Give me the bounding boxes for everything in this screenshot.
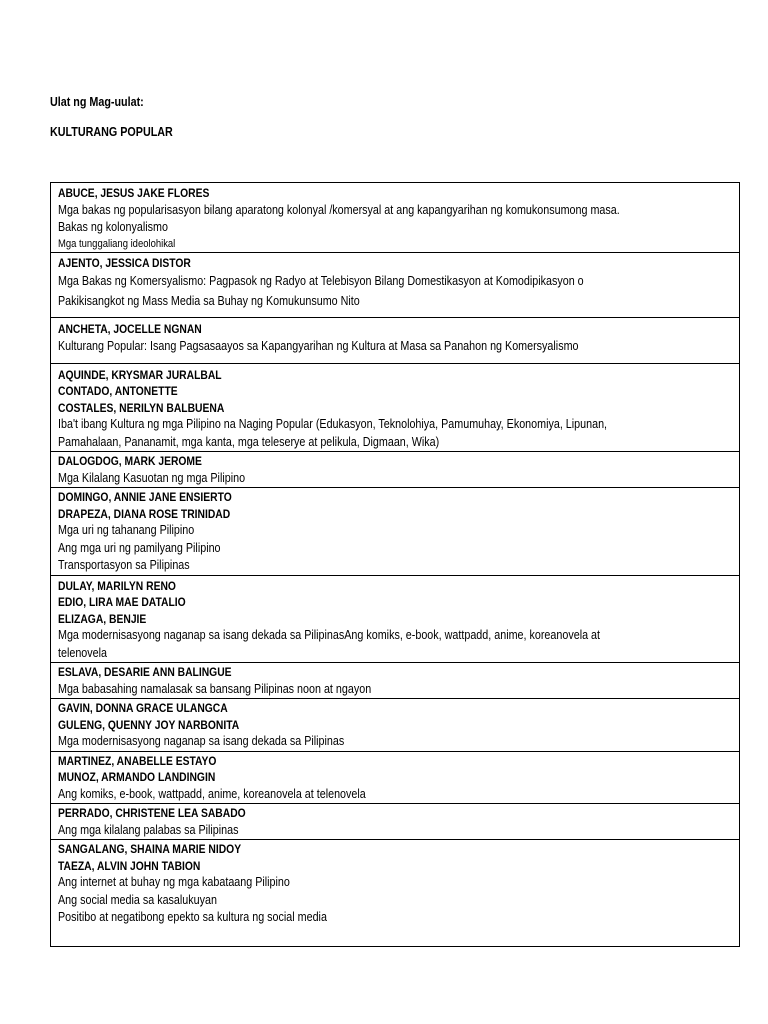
- reporter-name: DULAY, MARILYN RENO: [58, 578, 176, 593]
- group-cell: [51, 575, 740, 663]
- group-cell: [51, 699, 740, 752]
- reporters-table: [50, 182, 740, 947]
- table-row: [51, 363, 740, 452]
- report-topic: Mga Bakas ng Komersyalismo: Pagpasok ng Radyo at Telebisyon Bilang Domestikasyon at Komodipikasyon o: [58, 274, 584, 288]
- reporter-name: PERRADO, CHRISTENE LEA SABADO: [58, 806, 246, 820]
- reporter-name: COSTALES, NERILYN BALBUENA: [58, 400, 225, 415]
- page-heading: Ulat ng Mag-uulat:: [50, 95, 144, 109]
- report-topic: Mga modernisasyong naganap sa isang dekada sa PilipinasAng komiks, e-book, wattpadd, anime, koreanovela at: [58, 628, 601, 642]
- report-topic: Transportasyon sa Pilipinas: [58, 558, 190, 572]
- table-row: [51, 317, 740, 363]
- report-topic: Ang komiks, e-book, wattpadd, anime, koreanovela at telenovela: [58, 786, 366, 801]
- report-topic: Kulturang Popular: Isang Pagsasaayos sa Kapangyarihan ng Kultura at Masa sa Panahon ng Komersyalismo: [58, 339, 579, 353]
- report-topic: Iba't ibang Kultura ng mga Pilipino na Naging Popular (Edukasyon, Teknolohiya, Pamumuhay, Ekonomiya, Lipunan,: [58, 417, 608, 431]
- report-topic: Positibo at negatibong epekto sa kultura ng social media: [58, 910, 327, 924]
- table-row: [51, 575, 740, 663]
- group-cell: [51, 252, 740, 317]
- reporter-name: EDIO, LIRA MAE DATALIO: [58, 595, 186, 609]
- reporter-name: DRAPEZA, DIANA ROSE TRINIDAD: [58, 506, 231, 521]
- reporter-name: AQUINDE, KRYSMAR JURALBAL: [58, 367, 222, 382]
- table-row: [51, 663, 740, 699]
- report-topic: Ang internet at buhay ng mga kabataang Pilipino: [58, 875, 290, 889]
- reporter-name: CONTADO, ANTONETTE: [58, 384, 178, 398]
- reporter-name: TAEZA, ALVIN JOHN TABION: [58, 858, 201, 873]
- reporter-name: ABUCE, JESUS JAKE FLORES: [58, 186, 210, 200]
- report-topic: Pakikisangkot ng Mass Media sa Buhay ng Komukunsumo Nito: [58, 294, 360, 308]
- reporter-name: GAVIN, DONNA GRACE ULANGCA: [58, 701, 228, 715]
- reporter-name: DOMINGO, ANNIE JANE ENSIERTO: [58, 490, 232, 504]
- table-row: [51, 488, 740, 576]
- reporter-name: ANCHETA, JOCELLE NGNAN: [58, 321, 202, 336]
- reporter-name: DALOGDOG, MARK JEROME: [58, 454, 202, 468]
- table-row: [51, 252, 740, 317]
- group-cell: [51, 183, 740, 253]
- report-topic: Pamahalaan, Pananamit, mga kanta, mga teleserye at pelikula, Digmaan, Wika): [58, 434, 440, 449]
- table-row: [51, 452, 740, 488]
- reporter-name: AJENTO, JESSICA DISTOR: [58, 255, 191, 270]
- table-row: [51, 804, 740, 840]
- table-row: [51, 183, 740, 253]
- report-topic: Mga bakas ng popularisasyon bilang aparatong kolonyal /komersyal at ang kapangyarihan ng komukonsumong masa.: [58, 202, 620, 217]
- report-topic: Mga uri ng tahanang Pilipino: [58, 523, 195, 537]
- table-row: [51, 699, 740, 752]
- report-topic: Mga Kilalang Kasuotan ng mga Pilipino: [58, 470, 246, 485]
- reporter-name: SANGALANG, SHAINA MARIE NIDOY: [58, 842, 242, 856]
- group-cell: [51, 840, 740, 947]
- reporter-name: ELIZAGA, BENJIE: [58, 611, 147, 626]
- group-cell: [51, 363, 740, 452]
- table-row: [51, 751, 740, 804]
- report-topic: Ang mga uri ng pamilyang Pilipino: [58, 540, 221, 555]
- page-title: KULTURANG POPULAR: [50, 125, 173, 139]
- group-cell: [51, 452, 740, 488]
- reporter-name: GULENG, QUENNY JOY NARBONITA: [58, 717, 240, 732]
- group-cell: [51, 751, 740, 804]
- group-cell: [51, 317, 740, 363]
- report-topic: Mga tunggaliang ideolohikal: [58, 237, 176, 250]
- table-row: [51, 840, 740, 947]
- reporter-name: MUNOZ, ARMANDO LANDINGIN: [58, 770, 216, 784]
- reporter-name: ESLAVA, DESARIE ANN BALINGUE: [58, 665, 232, 679]
- group-cell: [51, 663, 740, 699]
- group-cell: [51, 488, 740, 576]
- report-topic: Mga modernisasyong naganap sa isang dekada sa Pilipinas: [58, 734, 345, 748]
- group-cell: [51, 804, 740, 840]
- report-topic: telenovela: [58, 645, 108, 660]
- reporter-name: MARTINEZ, ANABELLE ESTAYO: [58, 753, 217, 768]
- report-topic: Bakas ng kolonyalismo: [58, 220, 168, 234]
- report-topic: Ang social media sa kasalukuyan: [58, 892, 217, 907]
- report-topic: Mga babasahing namalasak sa bansang Pilipinas noon at ngayon: [58, 681, 372, 696]
- report-topic: Ang mga kilalang palabas sa Pilipinas: [58, 822, 239, 837]
